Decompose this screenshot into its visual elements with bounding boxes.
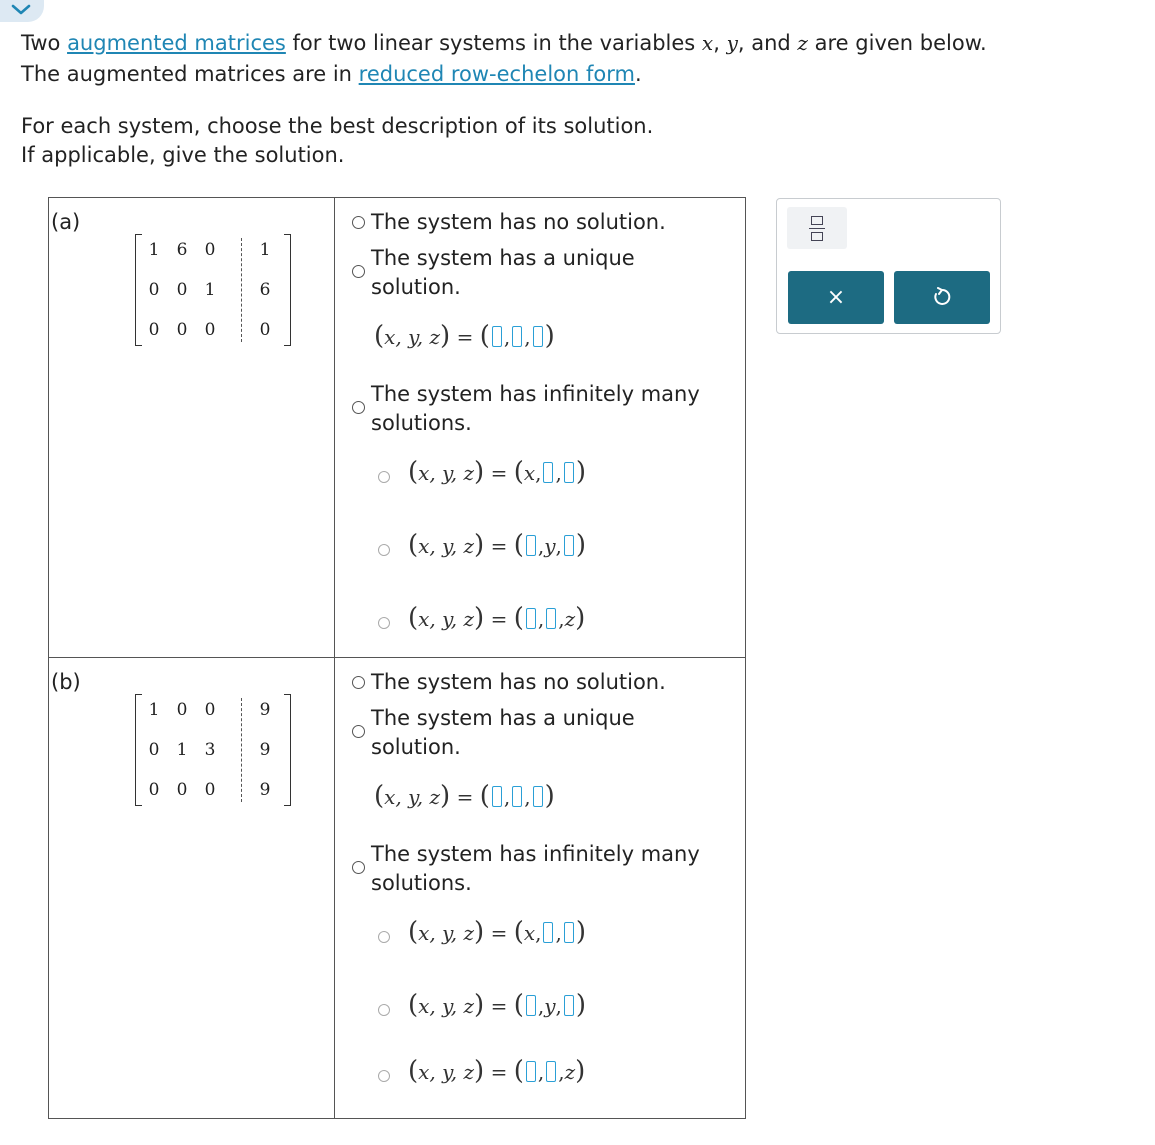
radio-unique-solution[interactable] — [352, 265, 365, 278]
y-free-equation: (x, y, z) = ( ,y, ) — [408, 990, 587, 1020]
matrix-cell: 0 — [176, 700, 188, 720]
answer-input-x[interactable] — [526, 535, 536, 556]
answer-input-y[interactable] — [546, 608, 556, 629]
matrix-right-bracket — [284, 234, 291, 346]
matrix-right-bracket — [284, 694, 291, 806]
matrix-cell: 0 — [204, 240, 216, 260]
question-table — [48, 197, 746, 1119]
rref-link[interactable]: reduced row-echelon form — [358, 62, 635, 86]
part-b: (b) 1 0 0 9 0 1 3 9 0 0 0 9 The system has no solution. The system has a unique solution. (x, y, z) = ( , , ) The system has infinitely many solutions. (x, y, z) = (x, , ) (x, y, z) = ( ,y, ) (x, y, z) = ( , ,z) — [51, 670, 700, 1086]
augmented-matrices-link[interactable]: augmented matrices — [67, 31, 286, 55]
chevron-down-icon — [8, 2, 34, 18]
matrix-cell: 6 — [259, 280, 271, 300]
question-intro — [21, 28, 987, 170]
matrix-cell: 6 — [176, 240, 188, 260]
matrix-cell: 0 — [176, 780, 188, 800]
unique-solution-equation: (x, y, z) = ( , , ) — [374, 781, 555, 811]
radio-x-free[interactable] — [378, 931, 390, 943]
matrix-cell: 0 — [176, 320, 188, 340]
augmented-matrix-b — [135, 694, 291, 806]
radio-infinite-solutions[interactable] — [352, 861, 365, 874]
answer-input-z[interactable] — [564, 995, 574, 1016]
radio-no-solution[interactable] — [352, 216, 365, 229]
part-label: (a) — [51, 210, 81, 234]
radio-unique-solution[interactable] — [352, 725, 365, 738]
intro-line-2: The augmented matrices are in reduced row-echelon form. — [21, 62, 642, 86]
answer-input-z[interactable] — [533, 786, 543, 807]
intro-line-3: For each system, choose the best description of its solution. — [21, 114, 654, 138]
z-free-equation: (x, y, z) = ( , ,z) — [408, 603, 586, 633]
matrix-cell: 1 — [176, 740, 188, 760]
undo-icon — [932, 287, 952, 307]
answer-input-y[interactable] — [543, 922, 553, 943]
augmented-matrix-a — [135, 234, 291, 346]
radio-z-free[interactable] — [378, 1070, 390, 1082]
radio-y-free[interactable] — [378, 1004, 390, 1016]
answer-input-y[interactable] — [546, 1061, 556, 1082]
answer-input-z[interactable] — [564, 535, 574, 556]
matrix-cell: 0 — [148, 780, 160, 800]
fraction-button[interactable] — [787, 207, 847, 249]
radio-x-free[interactable] — [378, 471, 390, 483]
answer-input-x[interactable] — [492, 786, 502, 807]
part-label: (b) — [51, 670, 81, 694]
radio-no-solution[interactable] — [352, 676, 365, 689]
matrix-cell: 1 — [148, 240, 160, 260]
matrix-cell: 0 — [176, 280, 188, 300]
matrix-cell: 0 — [148, 320, 160, 340]
answer-input-y[interactable] — [512, 786, 522, 807]
answer-input-y[interactable] — [543, 462, 553, 483]
matrix-cell: 0 — [148, 280, 160, 300]
close-icon: × — [826, 285, 846, 310]
part-a: (a) 1 6 0 1 0 0 1 6 0 0 0 0 The system has no solution. The system has a unique solution. (x, y, z) = ( , , ) The system has infinitely many solutions. (x, y, z) = (x, , ) (x, y, z) = ( ,y, ) (x, y, z) = ( , ,z) — [51, 210, 700, 633]
z-free-equation: (x, y, z) = ( , ,z) — [408, 1056, 586, 1086]
matrix-cell: 0 — [259, 320, 271, 340]
matrix-cell: 1 — [204, 280, 216, 300]
answer-input-y[interactable] — [512, 326, 522, 347]
matrix-cell: 9 — [259, 780, 271, 800]
radio-infinite-solutions[interactable] — [352, 401, 365, 414]
answer-input-z[interactable] — [533, 326, 543, 347]
matrix-cell: 9 — [259, 700, 271, 720]
radio-y-free[interactable] — [378, 544, 390, 556]
collapse-toggle[interactable] — [0, 0, 44, 22]
answer-input-z[interactable] — [564, 462, 574, 483]
matrix-cell: 0 — [204, 700, 216, 720]
unique-solution-equation: (x, y, z) = ( , , ) — [374, 321, 555, 351]
matrix-cell: 0 — [148, 740, 160, 760]
intro-line-4: If applicable, give the solution. — [21, 143, 345, 167]
undo-button[interactable] — [894, 271, 990, 324]
radio-z-free[interactable] — [378, 617, 390, 629]
matrix-cell: 0 — [204, 780, 216, 800]
matrix-left-bracket — [135, 694, 142, 806]
answer-toolbox — [776, 198, 1001, 334]
matrix-cell: 0 — [204, 320, 216, 340]
answer-input-x[interactable] — [526, 1061, 536, 1082]
augment-divider — [241, 238, 242, 342]
matrix-cell: 9 — [259, 740, 271, 760]
x-free-equation: (x, y, z) = (x, , ) — [408, 457, 586, 487]
answer-input-x[interactable] — [526, 995, 536, 1016]
intro-line-1: Two augmented matrices for two linear systems in the variables x, y, and z are given below. — [21, 31, 987, 55]
answer-input-x[interactable] — [526, 608, 536, 629]
x-free-equation: (x, y, z) = (x, , ) — [408, 917, 586, 947]
matrix-left-bracket — [135, 234, 142, 346]
matrix-cell: 1 — [259, 240, 271, 260]
answer-input-x[interactable] — [492, 326, 502, 347]
answer-input-z[interactable] — [564, 922, 574, 943]
y-free-equation: (x, y, z) = ( ,y, ) — [408, 530, 587, 560]
augment-divider — [241, 698, 242, 802]
matrix-cell: 3 — [204, 740, 216, 760]
matrix-cell: 1 — [148, 700, 160, 720]
clear-button[interactable] — [788, 271, 884, 324]
